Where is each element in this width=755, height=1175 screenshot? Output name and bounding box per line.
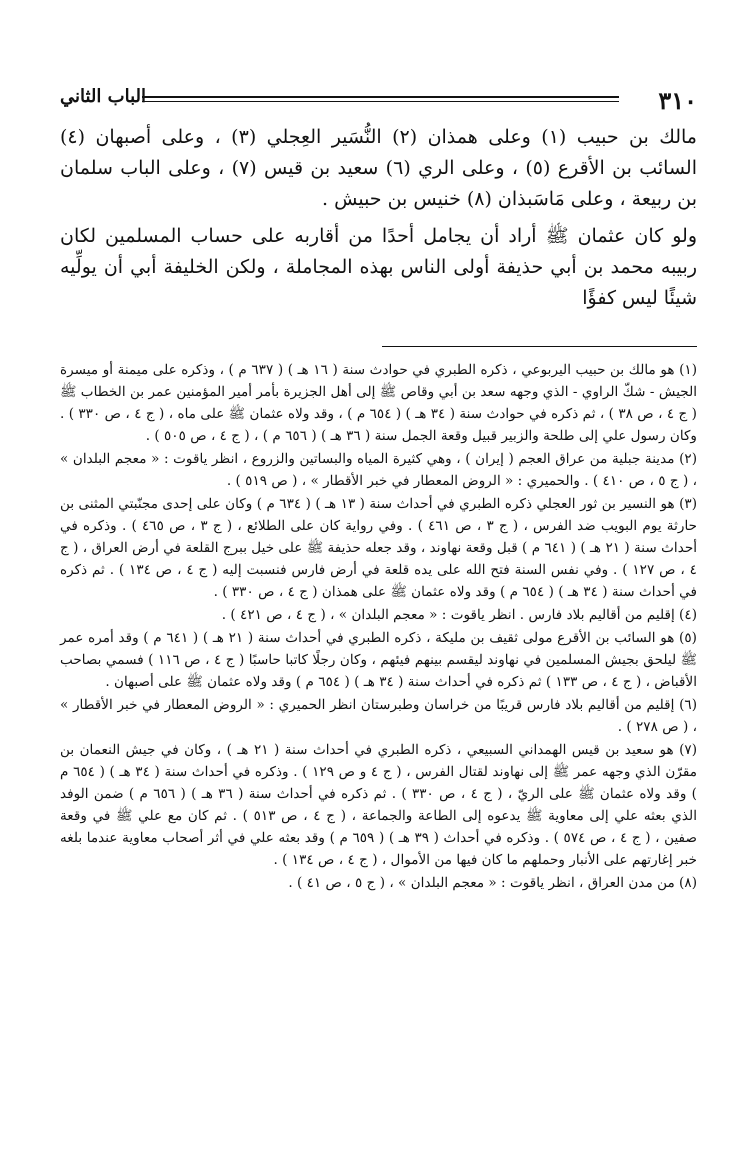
footnote: (٥) هو السائب بن الأقرع مولى ثقيف بن مليكة ، ذكره الطبري في أحداث سنة ( ٢١ هـ ) ( ٦٤١ م ) وقد أمره عمر ﷺ ليلحق بجيش المسلمين في نهاوند ليقسم بينهم فيئهم ، وكان رجلًا كاتبا حاسبًا ( ج ٤ ، ص ١١٦ ) فسمي بصاحب الأقباض ، ( ج ٤ ، ص ١٣٣ ) ثم ذكره في أحداث سنة ( ٣٤ هـ ) ( ٦٥٤ م ) وقد ولاه عثمان ﷺ على أصبهان . — [60, 630, 697, 690]
main-paragraph: مالك بن حبيب (١) وعلى همذان (٢) النُّسَير العِجلي (٣) ، وعلى أصبهان (٤) السائب بن الأقرع (٥) ، وعلى الري (٦) سعيد بن قيس (٧) ، وعلى الباب سلمان بن ربيعة ، وعلى مَاسَبذان (٨) خنيس بن حبيش . — [60, 126, 697, 210]
footnote: (٢) مدينة جبلية من عراق العجم ( إيران ) ، وهي كثيرة المياه والبساتين والزروع ، انظر ياقوت : « معجم البلدان » ، ( ج ٥ ، ص ٤١٠ ) . والحميري : « الروض المعطار في خبر الأقطار » ، ( ص ٥١٩ ) . — [60, 451, 697, 489]
page-number: ٣١٠ — [658, 86, 697, 115]
main-text — [60, 122, 697, 314]
footnote: (٧) هو سعيد بن قيس الهمداني السبيعي ، ذكره الطبري في أحداث سنة ( ٢١ هـ ) ، وكان في جيش النعمان بن مقرّن الذي وجهه عمر ﷺ إلى نهاوند لقتال الفرس ، ( ج ٤ و ص ١٢٩ ) . وذكره في أحداث سنة ( ٣٤ هـ ) ( ٦٥٤ م ) وقد ولاه عثمان ﷺ على الريّ ، ( ج ٤ ، ص ٣٣٠ ) . ثم ذكره في أحداث سنة ( ٣٦ هـ ) ( ٦٥٦ م ) ضمن الوفد الذي بعثه علي إلى معاوية ﷺ يدعوه إلى الطاعة والجماعة ، ( ج ٤ ، ص ٥١٣ ) . ثم كان مع علي ﷺ في وقعة صفين ، ( ج ٤ ، ص ٥٧٤ ) . وذكره في أحداث ( ٣٩ هـ ) ( ٦٥٩ م ) وقد بعثه علي في أثر أصحاب معاوية عندما بلغه خبر إغارتهم على الأنبار وحملهم ما كان فيها من الأموال ، ( ج ٤ ، ص ١٣٤ ) . — [60, 742, 698, 868]
header-rule — [142, 96, 619, 102]
footnote: (٦) إقليم من أقاليم بلاد فارس قريبًا من خراسان وطبرستان انظر الحميري : « الروض المعطار في خبر الأقطار » ، ( ص ٢٧٨ ) . — [60, 697, 697, 735]
footnote: (٨) من مدن العراق ، انظر ياقوت : « معجم البلدان » ، ( ج ٥ ، ص ٤١ ) . — [288, 875, 697, 891]
main-paragraph: ولو كان عثمان ﷺ أراد أن يجامل أحدًا من أقاربه على حساب المسلمين لكان ربيبه محمد بن أبي حذيفة أولى الناس بهذه المجاملة ، ولكن الخليفة أبي أن يولِّيه شيئًا ليس كفؤًا — [60, 225, 697, 309]
book-page — [60, 80, 697, 895]
footnotes — [60, 359, 697, 894]
footnote-separator — [382, 346, 697, 347]
running-header — [60, 80, 697, 116]
footnote: (٤) إقليم من أقاليم بلاد فارس . انظر ياقوت : « معجم البلدان » ، ( ج ٤ ، ص ٤٢١ ) . — [221, 607, 697, 623]
footnote: (٣) هو النسير بن ثور العجلي ذكره الطبري في أحداث سنة ( ١٣ هـ ) ( ٦٣٤ م ) وكان على إحدى مجنّبتي المثنى بن حارثة يوم البويب ضد الفرس ، ( ج ٣ ، ص ٤٦١ ) . وفي رواية كان على الطلائع ، ( ج ٣ ، ص ٤٦٥ ) . وذكره في أحداث سنة ( ٢١ هـ ) ( ٦٤١ م ) قبل وقعة نهاوند ، وقد جعله حذيفة ﷺ على خيل ببرج القلعة في أرض العراق ، ( ج ٤ ، ص ١٢٧ ) . وفي نفس السنة فتح الله على يده قلعة في أرض فارس فنسبت إليه ( ج ٤ ، ص ١٣٤ ) . ثم ذكره في أحداث سنة ( ٣٤ هـ ) ( ٦٥٤ م ) وقد ولاه عثمان ﷺ على همذان ( ج ٤ ، ص ٣٣٠ ) . — [60, 496, 698, 600]
footnote: (١) هو مالك بن حبيب اليربوعي ، ذكره الطبري في حوادث سنة ( ١٦ هـ ) ( ٦٣٧ م ) ، وذكره على ميمنة أو ميسرة الجيش - شكّ الراوي - الذي وجهه سعد بن أبي وقاص ﷺ إلى أهل الجزيرة بأمر أمير المؤمنين عمر بن الخطاب ﷺ ( ج ٤ ، ص ٣٨ ) ، ثم ذكره في حوادث سنة ( ٣٤ هـ ) ( ٦٥٤ م ) ، وقد ولاه عثمان ﷺ على ماه ، ( ج ٤ ، ص ٣٣٠ ) . وكان رسول علي إلى طلحة والزبير قبيل وقعة الجمل سنة ( ٣٦ هـ ) ( ٦٥٦ م ) ، ( ج ٤ ، ص ٥٠٥ ) . — [60, 362, 698, 444]
chapter-title: الباب الثاني — [60, 86, 147, 107]
